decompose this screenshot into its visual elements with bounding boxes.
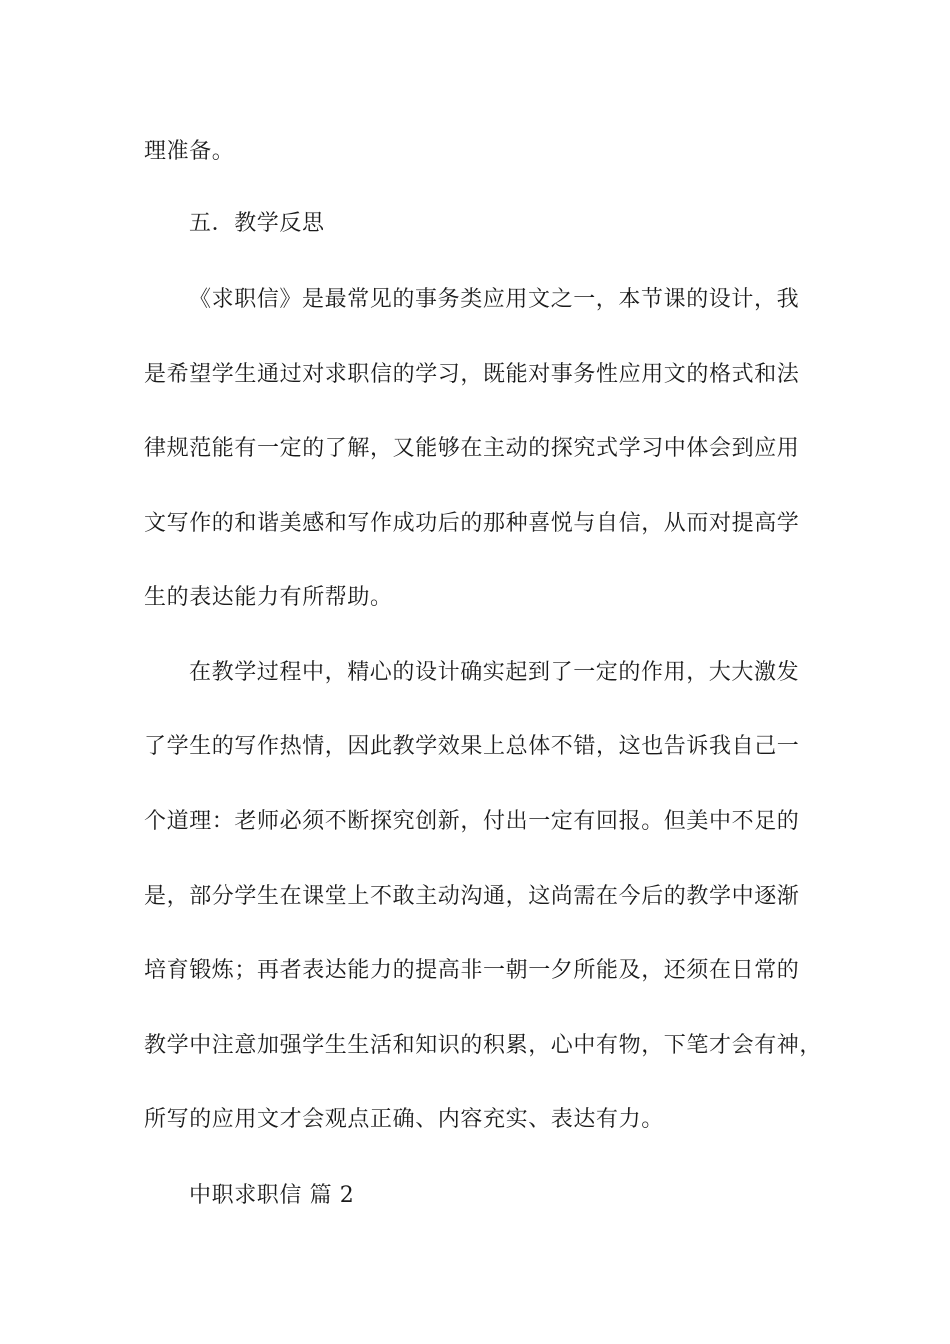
- paragraph-2-line-1: 在教学过程中，精心的设计确实起到了一定的作用，大大激发: [189, 660, 800, 685]
- section-heading-reflection: 五．教学反思: [189, 211, 325, 236]
- paragraph-2-line-4: 是，部分学生在课堂上不敢主动沟通，这尚需在今后的教学中逐渐: [144, 884, 800, 909]
- paragraph-2-line-2: 了学生的写作热情，因此教学效果上总体不错，这也告诉我自己一: [144, 734, 800, 759]
- paragraph-1-line-1: 《求职信》是最常见的事务类应用文之一，本节课的设计，我: [189, 287, 800, 312]
- paragraph-2-line-3: 个道理：老师必须不断探究创新，付出一定有回报。但美中不足的: [144, 809, 800, 834]
- paragraph-2-line-7: 所写的应用文才会观点正确、内容充实、表达有力。: [144, 1107, 664, 1132]
- paragraph-end-line: 理准备。: [144, 139, 235, 164]
- paragraph-2-line-6: 教学中注意加强学生生活和知识的积累，心中有物，下笔才会有神，: [144, 1033, 823, 1058]
- paragraph-1-line-2: 是希望学生通过对求职信的学习，既能对事务性应用文的格式和法: [144, 362, 800, 387]
- paragraph-1-line-3: 律规范能有一定的了解，又能够在主动的探究式学习中体会到应用: [144, 436, 800, 461]
- paragraph-1-line-5: 生的表达能力有所帮助。: [144, 585, 393, 610]
- paragraph-1-line-4: 文写作的和谐美感和写作成功后的那种喜悦与自信，从而对提高学: [144, 511, 800, 536]
- section-heading-part-2: 中职求职信 篇 2: [189, 1183, 355, 1208]
- paragraph-2-line-5: 培育锻炼；再者表达能力的提高非一朝一夕所能及，还须在日常的: [144, 958, 800, 983]
